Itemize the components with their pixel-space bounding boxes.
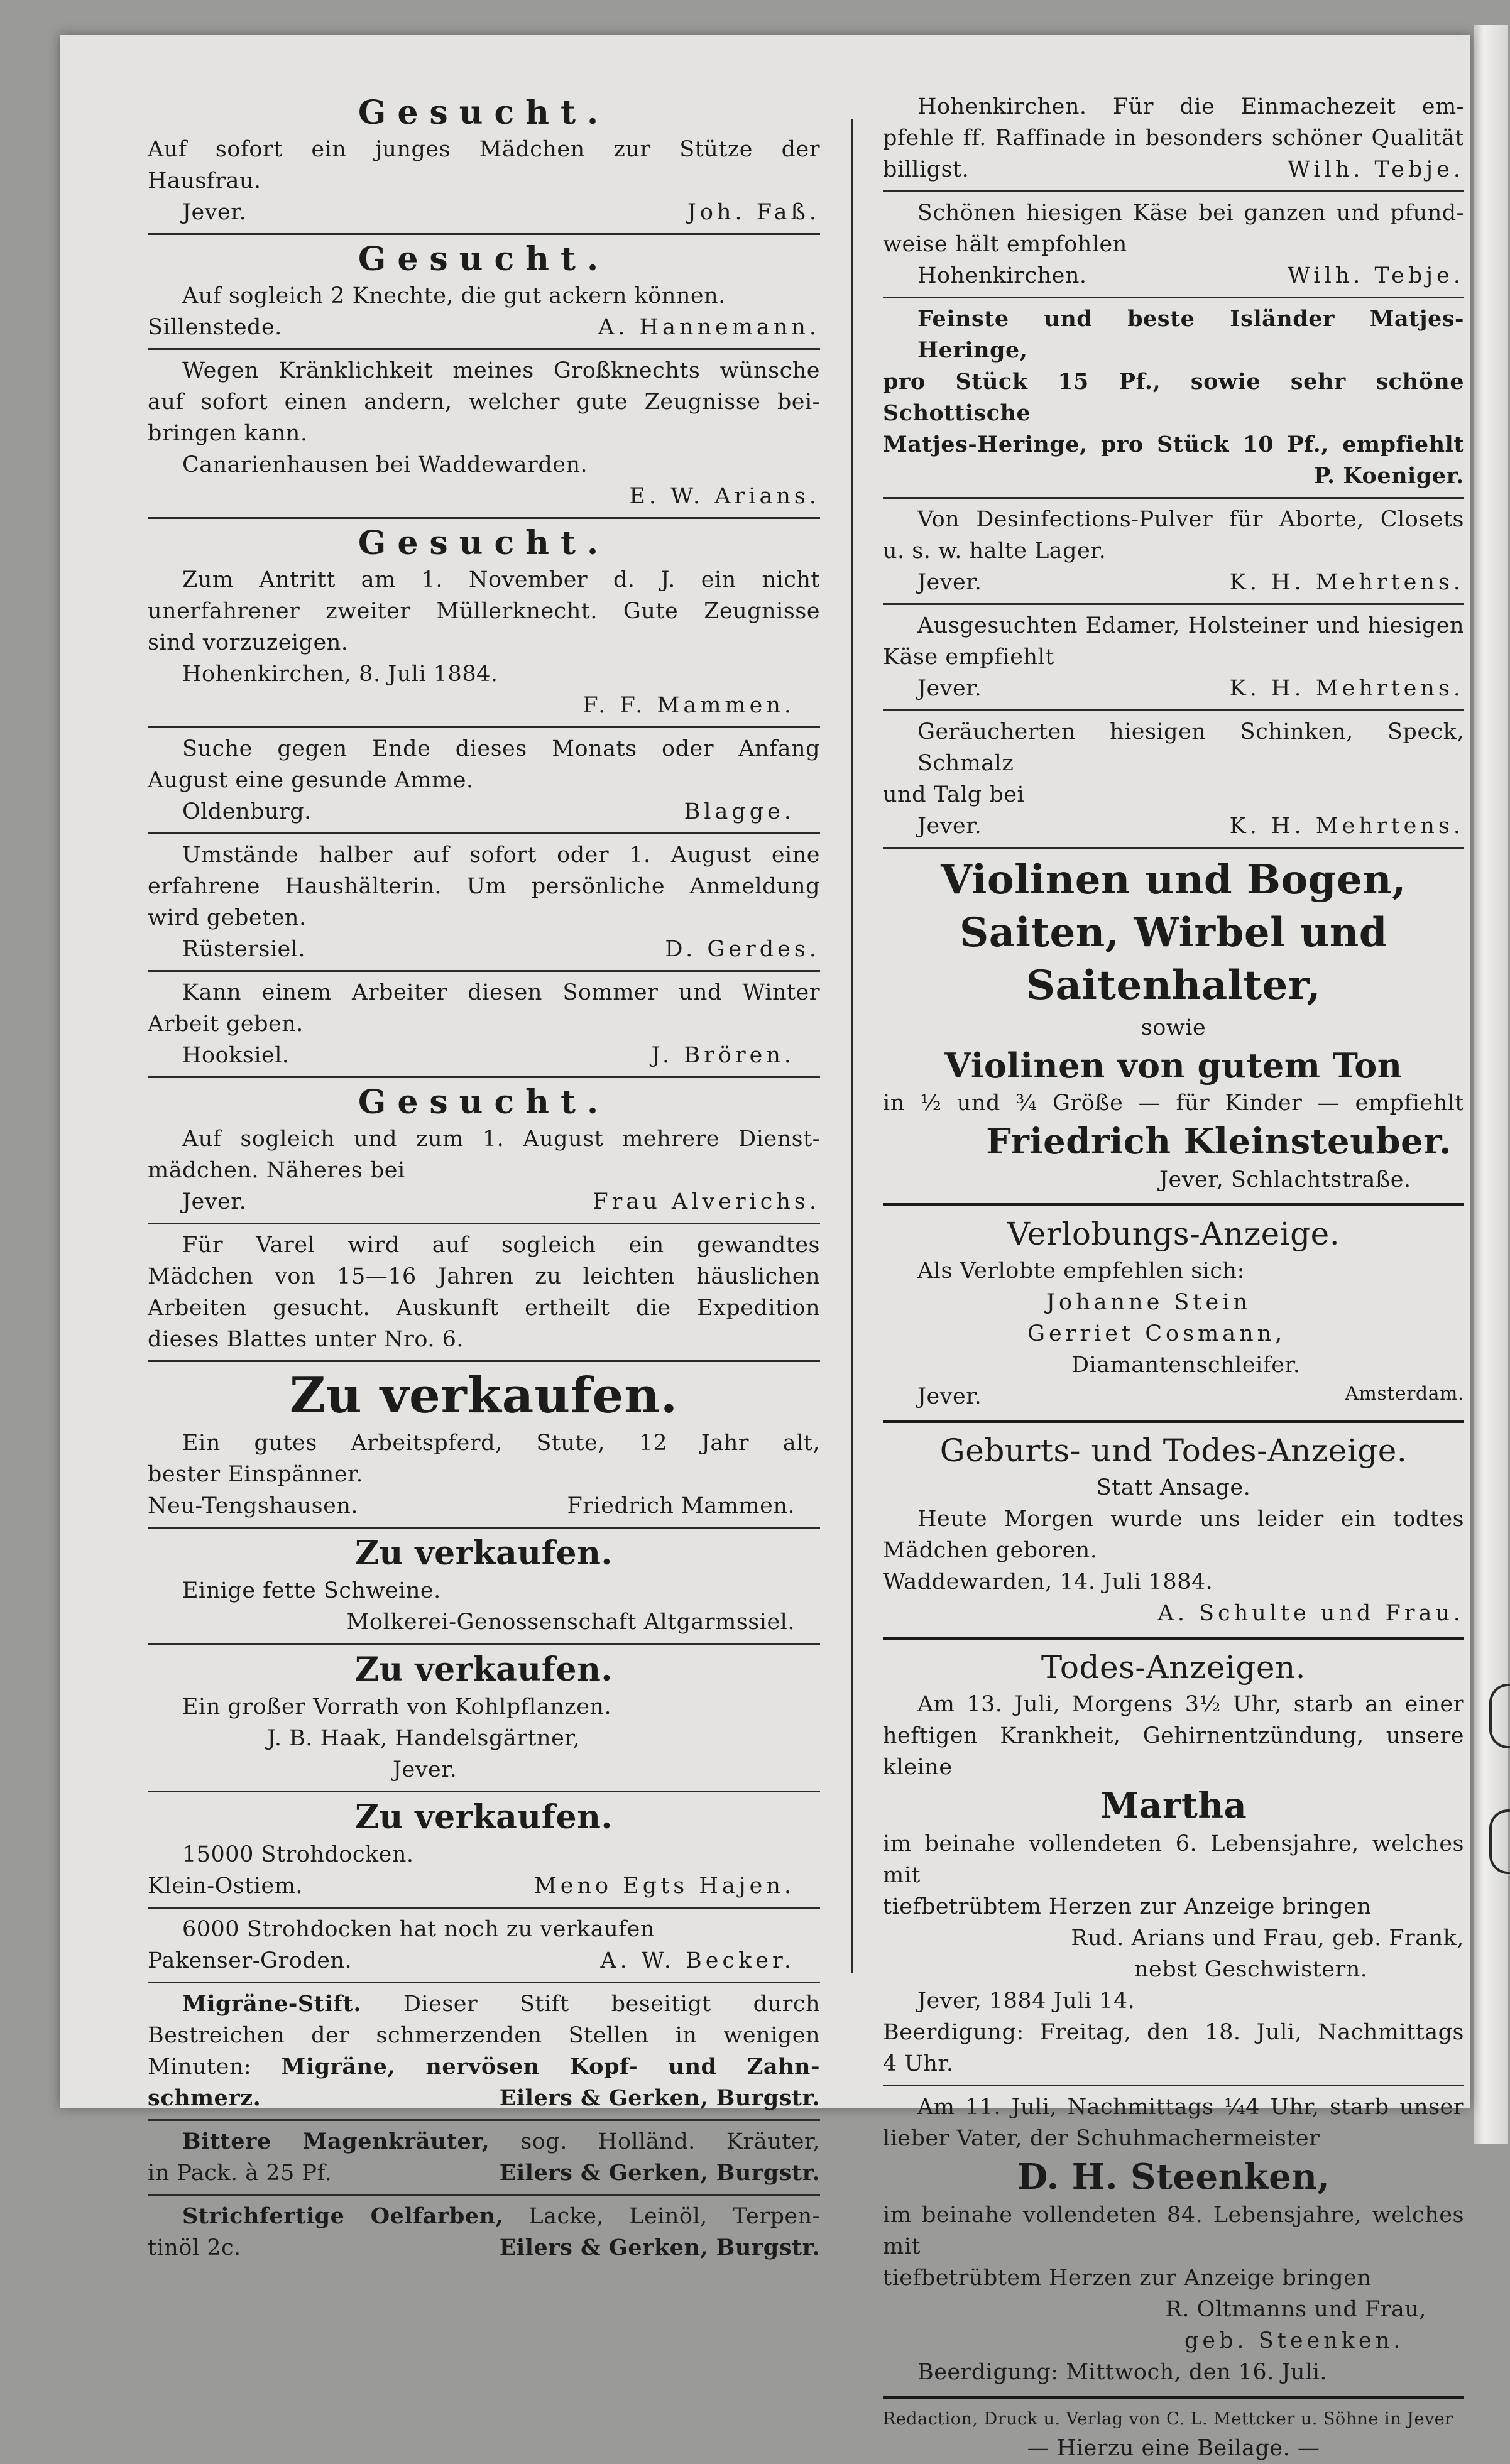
ad-text: Beerdigung: Freitag, den 18. Juli, Nachmittags (883, 2020, 1464, 2045)
ad-text: Für Varel wird auf sogleich ein gewandtes (182, 1233, 820, 1258)
ad-name: Gerriet Cosmann, (1027, 1321, 1286, 1346)
ad-gesucht-fass (148, 94, 820, 228)
ad-text: Minuten: (148, 2054, 252, 2080)
ad-text: Umstände halber auf sofort oder 1. August eine (182, 842, 820, 868)
ad-haushaelterin (148, 839, 820, 965)
ad-text: bringen kann. (148, 421, 308, 446)
ad-separator (883, 709, 1464, 711)
ad-strohdocken-becker (148, 1914, 820, 1976)
ad-signature: Joh. Faß. (687, 200, 820, 225)
ad-text: unerfahrener zweiter Müllerknecht. Gute Zeugnisse (148, 599, 820, 624)
ad-text: sind vorzuzeigen. (148, 630, 349, 655)
ad-text: Ein gutes Arbeitspferd, Stute, 12 Jahr alt, (182, 1431, 820, 1456)
ad-text: Beerdigung: Mittwoch, den 16. Juli. (917, 2360, 1328, 2385)
ad-place: Jever, Schlachtstraße. (1159, 1167, 1411, 1192)
ad-schinken (883, 716, 1464, 842)
ad-heading: Zu verkaufen. (289, 1367, 679, 1424)
ad-text: Mädchen geboren. (883, 1538, 1098, 1563)
ad-text: Arbeit geben. (148, 1011, 304, 1037)
ad-text: Wegen Kränklichkeit meines Großknechts wünsche (182, 358, 820, 383)
ad-text: 4 Uhr. (883, 2051, 954, 2076)
ad-place: Neu-Tengshausen. (148, 1493, 358, 1518)
ad-separator (148, 1223, 820, 1224)
ad-geburt-todes (883, 1431, 1464, 1629)
ad-text: wird gebeten. (148, 905, 307, 930)
ad-text: Ausgesuchten Edamer, Holsteiner und hiesigen (917, 613, 1464, 638)
ad-place: Waddewarden, 14. Juli 1884. (883, 1569, 1213, 1595)
ad-arbeiter (148, 977, 820, 1071)
ad-text: u. s. w. halte Lager. (883, 538, 1107, 564)
ad-signature: Wilh. Tebje. (1288, 157, 1464, 182)
ad-signature: R. Oltmanns und Frau, (1165, 2297, 1426, 2322)
ad-heading: Gesucht. (358, 1083, 610, 1121)
ad-heading: Migräne-Stift. (182, 1991, 362, 2017)
ad-place: Jever. (917, 676, 982, 701)
ad-amme (148, 733, 820, 827)
ad-text: Am 13. Juli, Morgens 3½ Uhr, starb an einer (917, 1692, 1464, 1717)
ad-place: Jever. (182, 200, 247, 225)
ad-text: bester Einspänner. (148, 1462, 364, 1487)
ad-text: Auf sogleich und zum 1. August mehrere Dienst- (182, 1126, 820, 1152)
ad-text: Ein großer Vorrath von Kohlpflanzen. (182, 1694, 612, 1720)
ad-separator (883, 1203, 1464, 1206)
ad-place: Canarienhausen bei Waddewarden. (182, 452, 588, 477)
ad-signature: P. Koeniger. (1313, 463, 1464, 489)
edge-bracket-mark (1489, 1684, 1510, 1748)
ad-place: Jever. (917, 814, 982, 839)
ad-heading: Bittere Magenkräuter, (182, 2129, 490, 2154)
ad-text: sog. Holländ. Kräuter, (520, 2129, 820, 2154)
ad-separator (883, 603, 1464, 605)
ad-separator (883, 847, 1464, 849)
ad-text: Auf sofort ein junges Mädchen zur Stütze der (148, 137, 820, 162)
ad-text: geb. Steenken. (1184, 2328, 1404, 2353)
ad-place: Jever, 1884 Juli 14. (917, 1988, 1135, 2014)
ad-name: D. H. Steenken, (1017, 2156, 1330, 2198)
ad-varel (148, 1229, 820, 1355)
ad-text: tiefbetrübtem Herzen zur Anzeige bringen (883, 2265, 1372, 2291)
ad-todes-steenken (883, 2091, 1464, 2388)
ad-heading: Geburts- und Todes-Anzeige. (939, 1432, 1408, 1469)
ad-heading: Zu verkaufen. (355, 1798, 613, 1836)
ad-verkaufen-kohl (148, 1650, 820, 1785)
ad-signature: D. Gerdes. (665, 937, 820, 962)
ad-separator (883, 2085, 1464, 2086)
ad-heading: Zu verkaufen. (355, 1650, 613, 1689)
column-divider (851, 119, 853, 1973)
ad-place: Jever. (393, 1757, 457, 1782)
ad-text: sowie (1141, 1015, 1206, 1040)
ad-text: Kann einem Arbeiter diesen Sommer und Winter (182, 980, 820, 1005)
ad-text: auf sofort einen andern, welcher gute Zeugnisse bei- (148, 390, 820, 415)
ad-place: Jever. (917, 570, 982, 595)
ad-text: Matjes-Heringe, pro Stück 10 Pf., empfiehlt (883, 432, 1464, 457)
right-column (883, 91, 1464, 2464)
ad-text: Hohenkirchen. Für die Einmachezeit em- (917, 94, 1464, 119)
ad-separator (883, 1637, 1464, 1640)
ad-signature: Molkerei-Genossenschaft Altgarmssiel. (346, 1610, 795, 1635)
ad-text: im beinahe vollendeten 6. Lebensjahre, welches mit (883, 1831, 1464, 1888)
ad-separator (148, 1643, 820, 1645)
ad-signature: Blagge. (684, 799, 795, 824)
ad-signature: Meno Egts Hajen. (533, 1873, 795, 1899)
ad-text: Migräne, nervösen Kopf- und Zahn- (281, 2054, 820, 2080)
edge-bracket-mark (1489, 1809, 1510, 1874)
ad-text: Mädchen von 15—16 Jahren zu leichten häuslichen (148, 1264, 820, 1289)
ad-separator (148, 1907, 820, 1909)
ad-verkaufen-pferd (148, 1367, 820, 1522)
ad-text: pfehle ff. Raffinade in besonders schöner Qualität (883, 126, 1464, 151)
ad-text: Suche gegen Ende dieses Monats oder Anfang (182, 736, 820, 761)
ad-text: 6000 Strohdocken hat noch zu verkaufen (182, 1917, 655, 1942)
ad-signature: Frau Alverichs. (593, 1189, 820, 1214)
ad-signature: A. Schulte und Frau. (1157, 1601, 1464, 1626)
ad-separator (148, 970, 820, 972)
ad-desinfection (883, 504, 1464, 598)
ad-place: Oldenburg. (182, 799, 312, 824)
ad-oelfarben (148, 2201, 820, 2264)
ad-place: Pakenser-Groden. (148, 1948, 353, 1973)
ad-separator (148, 726, 820, 728)
ad-text: Einige fette Schweine. (182, 1578, 441, 1603)
ad-text: Arbeiten gesucht. Auskunft ertheilt die Expedition (148, 1295, 820, 1321)
ad-text: weise hält empfohlen (883, 232, 1127, 257)
ad-place: Hooksiel. (182, 1043, 290, 1068)
ad-signature: Friedrich Kleinsteuber. (986, 1121, 1452, 1162)
ad-text: Hausfrau. (148, 168, 261, 194)
ad-signature: Eilers & Gerken, Burgstr. (499, 2235, 820, 2260)
ad-text: Schönen hiesigen Käse bei ganzen und pfund- (917, 200, 1464, 226)
ad-heading: Saiten, Wirbel und Saitenhalter, (959, 909, 1388, 1009)
ad-place: Hohenkirchen, 8. Juli 1884. (182, 662, 498, 687)
ad-text: in Pack. à 25 Pf. (148, 2161, 332, 2186)
ad-place: Klein-Ostiem. (148, 1873, 304, 1899)
supplement-note: — Hierzu eine Beilage. — (1027, 2436, 1320, 2461)
ad-separator (148, 348, 820, 350)
ad-text: Als Verlobte empfehlen sich: (917, 1258, 1245, 1284)
ad-text: Am 11. Juli, Nachmittags ¼4 Uhr, starb unser (917, 2095, 1464, 2120)
ad-raffinade (883, 91, 1464, 185)
ad-gesucht-alverichs (148, 1083, 820, 1218)
ad-violinen (883, 854, 1464, 1196)
ad-text: tinöl 2c. (148, 2235, 241, 2260)
ad-signature: K. H. Mehrtens. (1229, 570, 1464, 595)
ad-text: mädchen. Näheres bei (148, 1158, 405, 1183)
ad-separator (148, 1982, 820, 1983)
ad-signature: K. H. Mehrtens. (1229, 814, 1464, 839)
ad-heading: Gesucht. (358, 94, 610, 132)
ad-heading: Verlobungs-Anzeige. (1007, 1216, 1340, 1252)
ad-kaese-tebje (883, 197, 1464, 292)
ad-signature: J. B. Haak, Handelsgärtner, (267, 1726, 581, 1751)
ad-signature: A. Hannemann. (598, 315, 820, 340)
ad-separator (148, 233, 820, 235)
ad-text: Diamantenschleifer. (1071, 1353, 1301, 1378)
ad-text: erfahrene Haushälterin. Um persönliche Anmeldung (148, 874, 820, 899)
ad-gesucht-mammen (148, 524, 820, 721)
ad-text: tiefbetrübtem Herzen zur Anzeige bringen (883, 1894, 1372, 1919)
ad-heading: Violinen von gutem Ton (944, 1045, 1403, 1086)
ad-todes-martha (883, 1647, 1464, 2080)
left-column (148, 91, 820, 2264)
ad-text: Bestreichen der schmerzenden Stellen in wenigen (148, 2023, 820, 2048)
ad-matjes-heringe (883, 303, 1464, 492)
ad-text: billigst. (883, 157, 970, 182)
ad-text: Zum Antritt am 1. November d. J. ein nicht (182, 567, 820, 592)
ad-separator (883, 190, 1464, 192)
ad-separator (148, 2119, 820, 2121)
ad-text: Lacke, Leinöl, Terpen- (528, 2204, 820, 2229)
ad-separator (883, 1420, 1464, 1423)
ad-edamer (883, 610, 1464, 704)
ad-verkaufen-stroh (148, 1797, 820, 1902)
ad-signature: Wilh. Tebje. (1288, 263, 1464, 288)
ad-text: nebst Geschwistern. (1134, 1957, 1368, 1982)
ad-text: Feinste und beste Isländer Matjes-Heringe, (917, 306, 1464, 363)
ad-signature: Rud. Arians und Frau, geb. Frank, (1071, 1926, 1464, 1951)
ad-magenkraeuter (148, 2126, 820, 2189)
ad-text: August eine gesunde Amme. (148, 768, 474, 793)
ad-heading: Violinen und Bogen, (941, 856, 1406, 903)
ad-text: heftigen Krankheit, Gehirnentzündung, unsere kleine (883, 1723, 1464, 1780)
ad-name: Martha (1100, 1785, 1247, 1826)
ad-separator (883, 2396, 1464, 2399)
ad-verkaufen-schweine (148, 1534, 820, 1638)
ad-place: Rüstersiel. (182, 937, 306, 962)
ad-place: Amsterdam. (1345, 1383, 1464, 1405)
ad-place: Hohenkirchen. (917, 263, 1087, 288)
ad-text: 15000 Strohdocken. (182, 1842, 414, 1867)
ad-separator (148, 2194, 820, 2196)
ad-separator (148, 832, 820, 834)
ad-place: Jever. (917, 1384, 982, 1409)
ad-signature: Eilers & Gerken, Burgstr. (499, 2160, 820, 2186)
ad-separator (148, 517, 820, 519)
ad-text: in ½ und ¾ Größe — für Kinder — empfiehlt (883, 1091, 1464, 1116)
ad-text: schmerz. (148, 2085, 261, 2111)
ad-separator (148, 1791, 820, 1792)
ad-separator (883, 297, 1464, 298)
ad-text: lieber Vater, der Schuhmachermeister (883, 2126, 1320, 2151)
ad-signature: A. W. Becker. (600, 1948, 795, 1973)
ad-migraene-stift (148, 1988, 820, 2114)
ad-text: Heute Morgen wurde uns leider ein todtes (917, 1507, 1464, 1532)
ad-text: pro Stück 15 Pf., sowie sehr schöne Schottische (883, 369, 1464, 426)
ad-text: Von Desinfections-Pulver für Aborte, Closets (917, 507, 1464, 532)
ad-text: Statt Ansage. (1096, 1475, 1251, 1500)
ad-text: im beinahe vollendeten 84. Lebensjahre, welches mit (883, 2203, 1464, 2259)
ad-separator (148, 1076, 820, 1078)
ad-heading: Gesucht. (358, 524, 610, 562)
ad-signature: Friedrich Mammen. (567, 1493, 795, 1518)
ad-signature: E. W. Arians. (629, 484, 820, 509)
ad-place: Jever. (182, 1189, 247, 1214)
ad-signature: F. F. Mammen. (583, 693, 795, 718)
ad-heading: Gesucht. (358, 240, 610, 278)
ad-text: Auf sogleich 2 Knechte, die gut ackern können. (182, 283, 726, 308)
ad-text: Käse empfiehlt (883, 645, 1054, 670)
ad-text: und Talg bei (883, 782, 1025, 807)
ad-heading: Zu verkaufen. (355, 1534, 613, 1573)
page-footer (883, 2406, 1464, 2464)
ad-text: dieses Blattes unter Nro. 6. (148, 1327, 464, 1352)
ad-signature: Eilers & Gerken, Burgstr. (499, 2085, 820, 2111)
ad-separator (148, 1360, 820, 1362)
ad-place: Sillenstede. (148, 315, 282, 340)
ad-text: Dieser Stift beseitigt durch (403, 1992, 820, 2017)
ad-signature: K. H. Mehrtens. (1229, 676, 1464, 701)
ad-name: Johanne Stein (1046, 1290, 1251, 1315)
ad-arians (148, 355, 820, 512)
ad-heading: Strichfertige Oelfarben, (182, 2203, 504, 2229)
ad-separator (148, 1527, 820, 1529)
ad-signature: J. Brören. (651, 1043, 795, 1068)
ad-heading: Todes-Anzeigen. (1041, 1649, 1306, 1686)
ad-text: Geräucherten hiesigen Schinken, Speck, Schmalz (917, 719, 1464, 776)
ad-gesucht-hannemann (148, 240, 820, 343)
imprint-line: Redaction, Druck u. Verlag von C. L. Mettcker u. Söhne in Jever (883, 2409, 1453, 2429)
ad-separator (883, 497, 1464, 499)
ad-verlobung (883, 1214, 1464, 1412)
